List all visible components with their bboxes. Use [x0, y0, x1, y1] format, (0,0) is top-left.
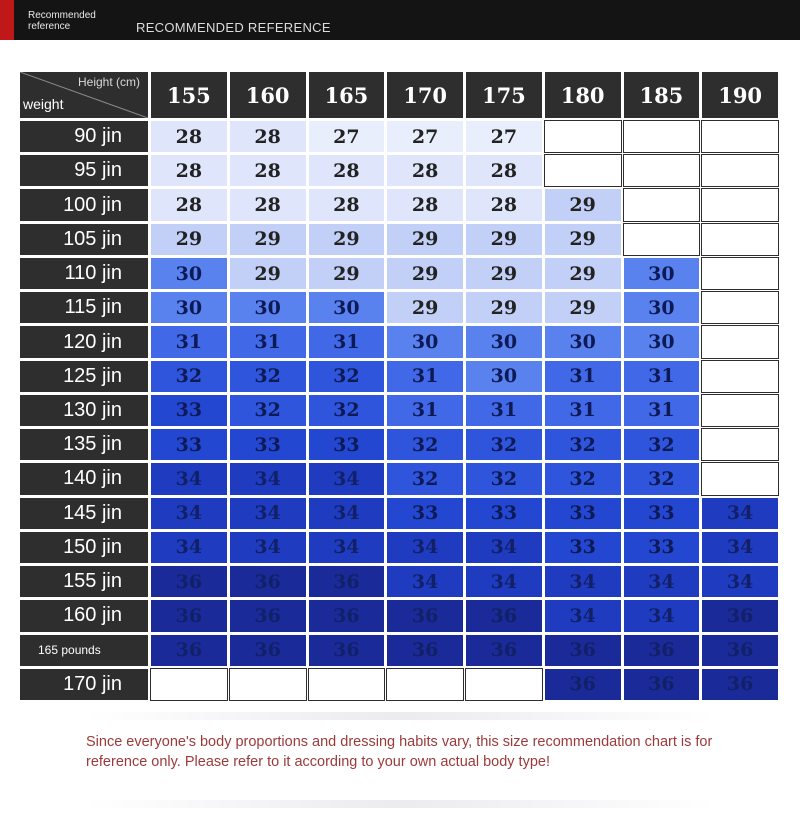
size-cell: 31 — [624, 395, 700, 426]
size-cell: 36 — [151, 600, 227, 631]
size-cell: 32 — [151, 361, 227, 392]
size-cell: 29 — [387, 292, 463, 323]
size-cell: 28 — [309, 189, 385, 220]
weight-row-label: 160 jin — [20, 600, 148, 631]
size-cell: 29 — [545, 258, 621, 289]
faded-text-band — [86, 712, 716, 720]
size-cell: 32 — [387, 429, 463, 460]
size-cell: 34 — [151, 498, 227, 529]
weight-row-label: 140 jin — [20, 463, 148, 494]
size-cell: 34 — [230, 532, 306, 563]
weight-row-label: 145 jin — [20, 498, 148, 529]
size-cell: 33 — [309, 429, 385, 460]
size-cell-empty — [702, 429, 778, 460]
size-cell: 29 — [545, 224, 621, 255]
size-cell-empty — [702, 121, 778, 152]
size-cell: 36 — [151, 635, 227, 666]
size-cell: 29 — [309, 258, 385, 289]
size-cell-empty — [702, 395, 778, 426]
size-cell: 29 — [545, 292, 621, 323]
size-cell: 32 — [624, 463, 700, 494]
size-cell: 29 — [466, 258, 542, 289]
size-cell: 34 — [466, 532, 542, 563]
size-cell: 34 — [309, 498, 385, 529]
size-cell-empty — [702, 224, 778, 255]
size-cell: 34 — [151, 463, 227, 494]
size-cell: 30 — [466, 361, 542, 392]
size-cell: 29 — [151, 224, 227, 255]
size-cell: 33 — [624, 498, 700, 529]
size-cell: 36 — [702, 600, 778, 631]
size-cell: 32 — [624, 429, 700, 460]
size-cell: 30 — [151, 258, 227, 289]
size-cell-empty — [702, 292, 778, 323]
size-cell: 34 — [545, 600, 621, 631]
size-cell: 32 — [545, 463, 621, 494]
size-cell: 30 — [466, 326, 542, 357]
size-cell: 34 — [624, 566, 700, 597]
size-cell-empty — [545, 121, 621, 152]
size-cell: 28 — [466, 155, 542, 186]
size-cell: 27 — [466, 121, 542, 152]
size-cell: 32 — [230, 395, 306, 426]
size-cell: 33 — [230, 429, 306, 460]
size-cell: 36 — [230, 566, 306, 597]
size-cell: 36 — [230, 600, 306, 631]
weight-row-label: 95 jin — [20, 155, 148, 186]
weight-row-label: 170 jin — [20, 669, 148, 700]
weight-row-label: 100 jin — [20, 189, 148, 220]
size-cell: 29 — [230, 224, 306, 255]
size-cell: 34 — [230, 463, 306, 494]
weight-row-label: 120 jin — [20, 326, 148, 357]
size-cell: 34 — [387, 532, 463, 563]
size-cell: 36 — [466, 635, 542, 666]
size-cell: 30 — [230, 292, 306, 323]
size-cell: 31 — [230, 326, 306, 357]
size-cell: 32 — [309, 361, 385, 392]
size-cell: 32 — [545, 429, 621, 460]
size-cell-empty — [230, 669, 306, 700]
weight-row-label: 110 jin — [20, 258, 148, 289]
size-cell: 34 — [387, 566, 463, 597]
size-cell: 34 — [702, 566, 778, 597]
size-cell-empty — [702, 258, 778, 289]
size-cell: 36 — [624, 669, 700, 700]
size-cell: 30 — [309, 292, 385, 323]
size-cell: 31 — [151, 326, 227, 357]
size-cell: 28 — [151, 155, 227, 186]
size-cell: 36 — [624, 635, 700, 666]
height-header-155: 155 — [151, 72, 227, 118]
size-cell: 32 — [466, 463, 542, 494]
size-cell: 36 — [702, 669, 778, 700]
weight-row-label: 130 jin — [20, 395, 148, 426]
weight-axis-label: weight — [23, 96, 64, 112]
size-cell: 34 — [466, 566, 542, 597]
size-cell: 27 — [309, 121, 385, 152]
size-cell: 36 — [545, 635, 621, 666]
size-cell: 30 — [151, 292, 227, 323]
size-cell-empty — [545, 155, 621, 186]
size-cell: 34 — [230, 498, 306, 529]
size-cell: 28 — [466, 189, 542, 220]
size-cell: 28 — [151, 121, 227, 152]
table-corner-header — [20, 72, 148, 118]
size-cell: 36 — [545, 669, 621, 700]
height-header-170: 170 — [387, 72, 463, 118]
size-cell: 33 — [151, 395, 227, 426]
size-cell: 30 — [387, 326, 463, 357]
header-title: RECOMMENDED REFERENCE — [136, 20, 331, 35]
size-cell: 31 — [387, 361, 463, 392]
size-cell: 31 — [387, 395, 463, 426]
size-cell: 31 — [309, 326, 385, 357]
size-cell: 28 — [151, 189, 227, 220]
size-cell: 36 — [309, 566, 385, 597]
size-cell: 28 — [230, 121, 306, 152]
size-cell: 32 — [230, 361, 306, 392]
size-cell: 28 — [309, 155, 385, 186]
size-cell: 31 — [545, 395, 621, 426]
size-cell: 32 — [309, 395, 385, 426]
size-cell: 36 — [466, 600, 542, 631]
height-axis-label: Height (cm) — [77, 75, 140, 89]
size-cell-empty — [466, 669, 542, 700]
size-cell: 34 — [702, 498, 778, 529]
height-header-175: 175 — [466, 72, 542, 118]
size-cell: 36 — [230, 635, 306, 666]
size-cell: 33 — [466, 498, 542, 529]
size-cell: 34 — [151, 532, 227, 563]
size-cell-empty — [702, 155, 778, 186]
size-cell-empty — [702, 189, 778, 220]
size-cell-empty — [702, 326, 778, 357]
weight-row-label: 135 jin — [20, 429, 148, 460]
size-cell: 31 — [545, 361, 621, 392]
top-bar — [0, 0, 800, 40]
size-cell: 31 — [624, 361, 700, 392]
size-cell-empty — [624, 189, 700, 220]
weight-row-label: 115 jin — [20, 292, 148, 323]
size-cell: 30 — [624, 258, 700, 289]
size-cell: 29 — [545, 189, 621, 220]
weight-row-label: 90 jin — [20, 121, 148, 152]
brand-accent-strip — [0, 0, 14, 40]
size-cell: 33 — [545, 498, 621, 529]
size-cell: 29 — [466, 292, 542, 323]
height-header-165: 165 — [309, 72, 385, 118]
weight-row-label: 150 jin — [20, 532, 148, 563]
size-cell: 29 — [387, 258, 463, 289]
weight-row-label: 155 jin — [20, 566, 148, 597]
size-cell: 29 — [230, 258, 306, 289]
height-header-180: 180 — [545, 72, 621, 118]
height-header-185: 185 — [624, 72, 700, 118]
size-cell-empty — [624, 121, 700, 152]
size-cell: 34 — [309, 532, 385, 563]
size-cell: 36 — [309, 635, 385, 666]
size-cell: 36 — [387, 600, 463, 631]
size-cell: 29 — [466, 224, 542, 255]
size-cell: 28 — [387, 189, 463, 220]
disclaimer-note: Since everyone's body proportions and dressing habits vary, this size recommendation chart is for reference only. Please refer to it according to your own actual body type! — [86, 734, 713, 770]
header-small-label: Recommended reference — [28, 10, 96, 32]
size-cell: 31 — [466, 395, 542, 426]
size-cell-empty — [624, 224, 700, 255]
weight-row-label: 105 jin — [20, 224, 148, 255]
size-cell: 28 — [230, 155, 306, 186]
size-cell: 36 — [309, 600, 385, 631]
size-cell: 34 — [309, 463, 385, 494]
height-header-190: 190 — [702, 72, 778, 118]
faded-text-band — [86, 800, 716, 808]
size-cell: 28 — [387, 155, 463, 186]
size-cell: 32 — [466, 429, 542, 460]
size-cell: 27 — [387, 121, 463, 152]
size-cell: 36 — [151, 566, 227, 597]
size-cell: 30 — [624, 292, 700, 323]
size-cell: 33 — [545, 532, 621, 563]
size-cell: 29 — [309, 224, 385, 255]
size-cell-empty — [702, 463, 778, 494]
size-cell-empty — [309, 669, 385, 700]
size-cell: 34 — [545, 566, 621, 597]
height-header-160: 160 — [230, 72, 306, 118]
size-cell: 30 — [624, 326, 700, 357]
size-cell: 36 — [387, 635, 463, 666]
size-cell: 33 — [624, 532, 700, 563]
size-cell: 34 — [702, 532, 778, 563]
size-cell: 34 — [624, 600, 700, 631]
size-cell: 29 — [387, 224, 463, 255]
weight-row-label: 125 jin — [20, 361, 148, 392]
weight-row-label: 165 pounds — [20, 635, 148, 666]
size-cell-empty — [702, 361, 778, 392]
size-cell: 30 — [545, 326, 621, 357]
size-cell: 28 — [230, 189, 306, 220]
size-cell-empty — [387, 669, 463, 700]
size-cell: 36 — [702, 635, 778, 666]
size-chart-table — [20, 72, 778, 700]
size-cell: 33 — [151, 429, 227, 460]
size-cell: 32 — [387, 463, 463, 494]
size-cell: 33 — [387, 498, 463, 529]
size-cell-empty — [151, 669, 227, 700]
size-cell-empty — [624, 155, 700, 186]
